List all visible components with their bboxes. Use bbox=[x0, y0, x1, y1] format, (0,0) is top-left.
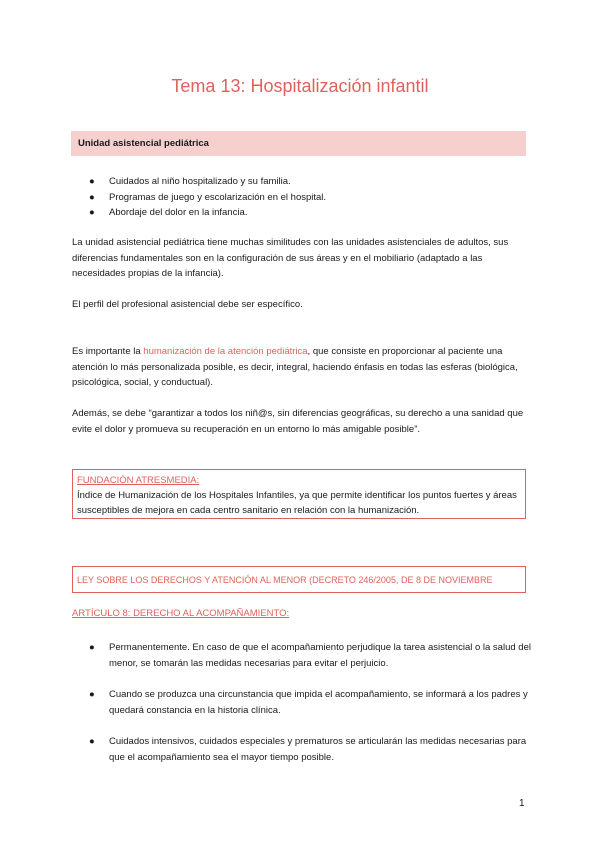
list-item-text: Cuidados intensivos, cuidados especiales y prematuros se articularán las medidas necesarias para que el acompañamiento sea el mayor tiempo posible. bbox=[109, 736, 527, 763]
list-item bbox=[72, 640, 532, 672]
document-title: Tema 13: Hospitalización infantil bbox=[171, 76, 429, 96]
section-heading: Unidad asistencial pediátrica bbox=[71, 131, 526, 156]
accompaniment-list bbox=[72, 640, 532, 781]
bullet-icon: ● bbox=[89, 736, 95, 747]
callout-text: Índice de Humanización de los Hospitales Infantiles, ya que permite identificar los puntos fuertes y áreas susceptibles de mejora en cada centro sanitario en relación con la humanización. bbox=[77, 490, 517, 516]
paragraph-similarities: La unidad asistencial pediátrica tiene muchas similitudes con las unidades asistenciales de adultos, sus diferencias fundamentales son en la configuración de sus áreas y en el mobiliario (adaptado a las necesidades propias de la infancia). bbox=[72, 237, 509, 279]
page-number: 1 bbox=[519, 798, 525, 809]
topic-list bbox=[72, 174, 532, 221]
paragraph-profile: El perfil del profesional asistencial debe ser específico. bbox=[72, 299, 303, 310]
list-item bbox=[72, 205, 532, 221]
bullet-icon: ● bbox=[89, 207, 95, 218]
bullet-icon: ● bbox=[89, 642, 95, 653]
list-item-text: Cuando se produzca una circunstancia que impida el acompañamiento, se informará a los padres y quedará constancia en la historia clínica. bbox=[109, 689, 528, 716]
list-item-text: Permanentemente. En caso de que el acompañamiento perjudique la tarea asistencial o la salud del menor, se tomarán las medidas necesarias para evitar el perjuicio. bbox=[109, 642, 531, 669]
bullet-icon: ● bbox=[89, 689, 95, 700]
article-heading: ARTÍCULO 8: DERECHO AL ACOMPAÑAMIENTO: bbox=[72, 608, 290, 619]
paragraph-rights-quote: Además, se debe “garantizar a todos los niñ@s, sin diferencias geográficas, su derecho a una sanidad que evite el dolor y promueva su recuperación en un entorno lo más amigable posible”. bbox=[72, 408, 524, 435]
highlighted-term: humanización de la atención pediátrica bbox=[143, 346, 308, 357]
paragraph-text: Es importante la bbox=[72, 346, 144, 357]
bullet-icon: ● bbox=[89, 191, 95, 203]
list-item bbox=[72, 734, 532, 766]
foundation-callout bbox=[72, 469, 526, 519]
list-item-text: Programas de juego y escolarización en el hospital. bbox=[109, 191, 327, 203]
paragraph-text: , que consiste en proporcionar al paciente una atención lo más personalizada posible, es decir, integral, haciendo énfasis en todas las esferas (biológica, psicológica, social, y conductual). bbox=[72, 346, 518, 388]
law-callout: LEY SOBRE LOS DERECHOS Y ATENCIÓN AL MENOR (DECRETO 246/2005, DE 8 DE NOVIEMBRE bbox=[72, 566, 526, 593]
list-item bbox=[72, 190, 532, 206]
list-item-text: Abordaje del dolor en la infancia. bbox=[109, 207, 248, 218]
paragraph-humanization bbox=[72, 344, 532, 391]
callout-heading: FUNDACIÓN ATRESMEDIA: bbox=[77, 475, 200, 486]
list-item bbox=[72, 687, 532, 719]
list-item-text: Cuidados al niño hospitalizado y su familia. bbox=[109, 176, 291, 187]
list-item bbox=[72, 174, 532, 190]
bullet-icon: ● bbox=[89, 176, 95, 187]
